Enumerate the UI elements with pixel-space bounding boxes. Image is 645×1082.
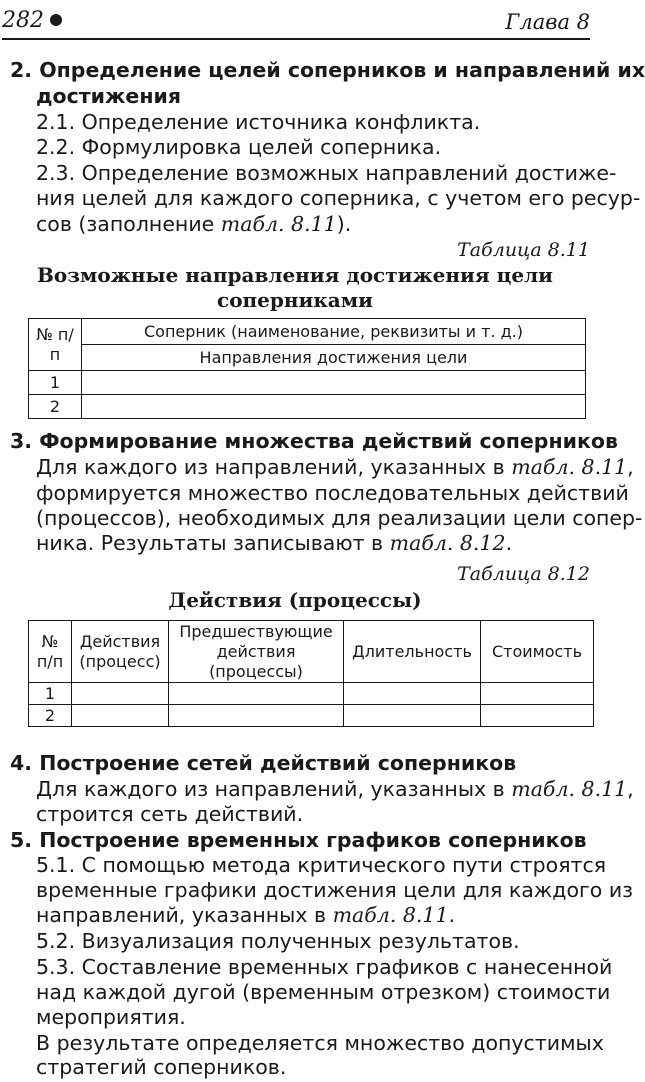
section-3-title: 3. Формирование множества действий соперников bbox=[10, 429, 618, 453]
item-5-3-line-3: мероприятия. bbox=[36, 1005, 186, 1029]
section-5-title: 5. Построение временных графиков соперников bbox=[10, 828, 587, 852]
item-5-2: 5.2. Визуализация полученных результатов. bbox=[36, 929, 520, 953]
table-8-12-cell bbox=[481, 705, 594, 727]
item-2-1: 2.1. Определение источника конфликта. bbox=[36, 110, 481, 134]
table-8-12-col-duration: Длительность bbox=[344, 621, 481, 683]
table-8-11-title-line-2: соперниками bbox=[217, 288, 373, 312]
table-8-11-col-rival: Соперник (наименование, реквизиты и т. д.) bbox=[82, 319, 586, 345]
item-2-3-line-1: 2.3. Определение возможных направлений достиже- bbox=[36, 161, 617, 185]
item-5-3-line-1: 5.3. Составление временных графиков с нанесенной bbox=[36, 955, 613, 979]
table-8-11-cell bbox=[82, 371, 586, 395]
table-8-12-col-cost: Стоимость bbox=[481, 621, 594, 683]
section-3-line-2: формируется множество последовательных действий bbox=[36, 481, 629, 505]
page-header bbox=[2, 4, 590, 34]
item-2-3-line-2: ния целей для каждого соперника, с учетом его ресур- bbox=[36, 186, 641, 210]
table-reference: табл. 8.11 bbox=[511, 455, 628, 479]
table-8-12-col-preceding: Предшествующие действия (процессы) bbox=[169, 621, 344, 683]
table-8-11-title-line-1: Возможные направления достижения цели bbox=[36, 263, 554, 287]
table-8-12-num-header: № п/п bbox=[29, 621, 72, 683]
table-8-12-cell bbox=[481, 683, 594, 705]
table-8-11-num-header: № п/п bbox=[29, 319, 82, 371]
header-rule bbox=[2, 38, 590, 40]
item-5-3-line-2: над каждой дугой (временным отрезком) стоимости bbox=[36, 980, 611, 1004]
section-4-title: 4. Построение сетей действий соперников bbox=[10, 751, 517, 775]
table-8-12-row-num: 1 bbox=[29, 683, 72, 705]
table-8-12-cell bbox=[72, 683, 169, 705]
table-8-11-col-direction: Направления достижения цели bbox=[82, 345, 586, 371]
table-8-12-cell bbox=[344, 705, 481, 727]
section-3-line-4: ника. Результаты записывают в табл. 8.12. bbox=[36, 531, 513, 555]
section-4-line-2: строится сеть действий. bbox=[36, 802, 304, 826]
table-8-11-cell bbox=[82, 395, 586, 419]
table-8-11-row-num: 2 bbox=[29, 395, 82, 419]
section-3-line-3: (процессов), необходимых для реализации цели сопер- bbox=[36, 506, 643, 530]
item-5-1-line-2: временные графики достижения цели для каждого из bbox=[36, 878, 634, 902]
table-reference: табл. 8.11 bbox=[220, 212, 337, 236]
section-4-line-1: Для каждого из направлений, указанных в табл. 8.11, bbox=[36, 777, 634, 801]
table-8-12 bbox=[28, 620, 594, 727]
section-2-title-line-1: 2. Определение целей соперников и направлений их bbox=[10, 58, 645, 82]
table-8-12-cell bbox=[169, 705, 344, 727]
bullet-dot-icon bbox=[50, 14, 62, 26]
table-8-12-col-actions: Действия (процесс) bbox=[72, 621, 169, 683]
table-reference: табл. 8.12 bbox=[389, 531, 506, 555]
table-reference: табл. 8.11 bbox=[332, 903, 449, 927]
item-5-1-line-1: 5.1. С помощью метода критического пути строятся bbox=[36, 853, 607, 877]
item-2-2: 2.2. Формулировка целей соперника. bbox=[36, 135, 442, 159]
table-8-12-cell bbox=[72, 705, 169, 727]
table-8-12-row-num: 2 bbox=[29, 705, 72, 727]
section-2-title-line-2: достижения bbox=[36, 84, 182, 108]
table-8-12-cell bbox=[344, 683, 481, 705]
conclusion-line-1: В результате определяется множество допустимых bbox=[36, 1031, 604, 1055]
table-8-11-label: Таблица 8.11 bbox=[457, 239, 590, 261]
table-8-12-cell bbox=[169, 683, 344, 705]
table-8-11-row-num: 1 bbox=[29, 371, 82, 395]
item-5-1-line-3: направлений, указанных в табл. 8.11. bbox=[36, 903, 456, 927]
table-8-11 bbox=[28, 318, 586, 419]
chapter-title: Глава 8 bbox=[505, 10, 590, 34]
page-number: 282 bbox=[2, 8, 62, 33]
section-3-line-1: Для каждого из направлений, указанных в табл. 8.11, bbox=[36, 455, 634, 479]
table-reference: табл. 8.11 bbox=[511, 777, 628, 801]
table-8-12-label: Таблица 8.12 bbox=[457, 563, 590, 585]
table-8-12-title: Действия (процессы) bbox=[168, 588, 422, 612]
conclusion-line-2: стратегий соперников. bbox=[36, 1055, 287, 1079]
item-2-3-line-3: сов (заполнение табл. 8.11). bbox=[36, 212, 352, 236]
